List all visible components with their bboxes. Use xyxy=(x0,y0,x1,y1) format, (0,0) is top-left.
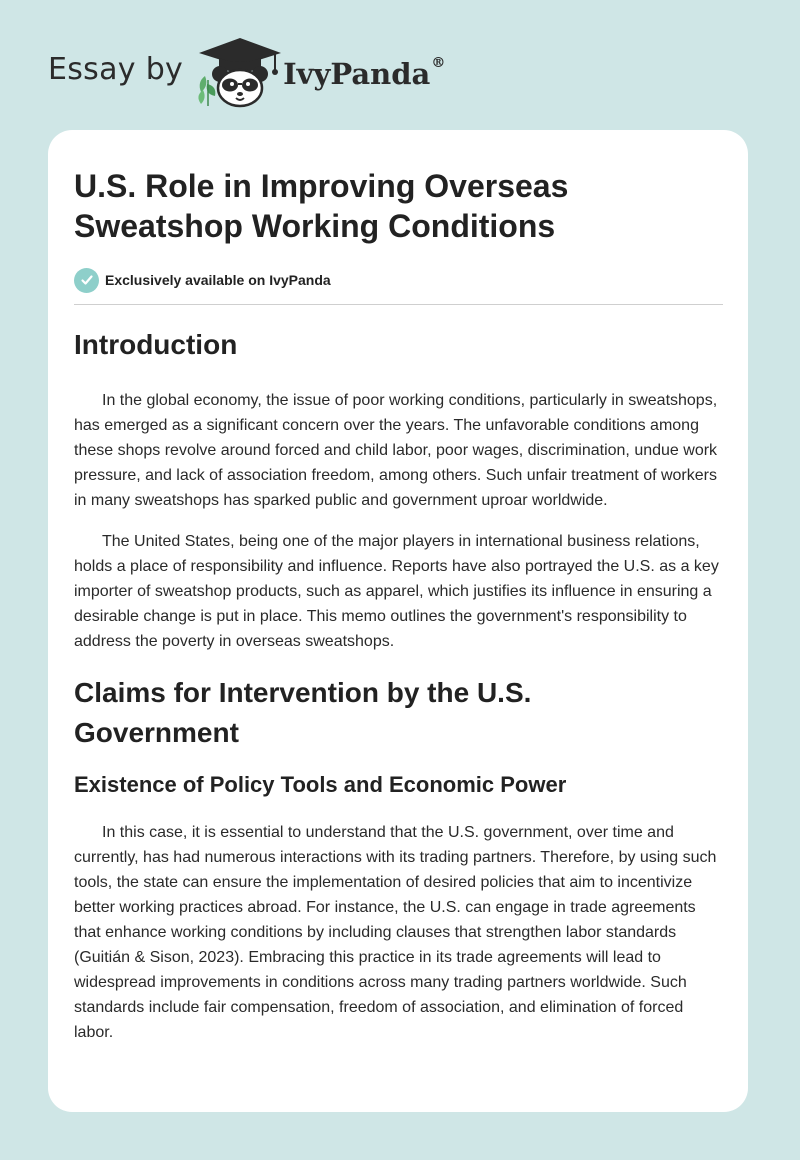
registered-mark: ® xyxy=(431,55,446,71)
panda-logo-icon[interactable] xyxy=(195,36,285,108)
brand-name-text: IvyPanda xyxy=(283,57,431,91)
section-heading-introduction: Introduction xyxy=(74,329,238,360)
article-title: U.S. Role in Improving Overseas Sweatshop Working Conditions xyxy=(74,168,569,244)
paragraph: In this case, it is essential to understand that the U.S. government, over time and currently, has had numerous interactions with its trading partners. Therefore, by using such tools, the state can ensure the implementation of desired policies that aim to incentivize better working practices abroad. For instance, the U.S. can engage in trade agreements that enhance working conditions by including clauses that strengthen labor standards (Guitián & Sison, 2023). Embracing this practice in its trade agreements will lead to widespread improvements in conditions across many trading partners worldwide. Such standards include fair compensation, freedom of association, and elimination of forced labor. xyxy=(74,824,717,1041)
section-heading-claims: Claims for Intervention by the U.S. Government xyxy=(74,677,532,748)
article-card xyxy=(48,130,748,1112)
paragraph: The United States, being one of the major players in international business relations, holds a place of responsibility and influence. Reports have also portrayed the U.S. as a key importer of sweatshop products, such as apparel, which justifies its influence in ensuring a desirable change is put in place. This memo outlines the government's responsibility to address the poverty in overseas sweatshops. xyxy=(74,533,719,650)
paragraph: In the global economy, the issue of poor working conditions, particularly in sweatshops, has emerged as a significant concern over the years. The unfavorable conditions among these shops revolve around forced and child labor, poor wages, discrimination, undue work pressure, and lack of association freedom, among others. Such unfair treatment of workers in many sweatshops has sparked public and government uproar worldwide. xyxy=(74,392,718,509)
exclusive-badge-label: Exclusively available on IvyPanda xyxy=(105,272,331,288)
exclusive-badge xyxy=(74,267,722,293)
brand-name[interactable] xyxy=(283,57,445,91)
site-header xyxy=(48,36,445,108)
brand-prefix: Essay by xyxy=(48,51,184,87)
subsection-heading-policy-tools: Existence of Policy Tools and Economic Power xyxy=(74,772,567,797)
divider xyxy=(74,304,723,305)
checkmark-icon xyxy=(74,268,99,293)
